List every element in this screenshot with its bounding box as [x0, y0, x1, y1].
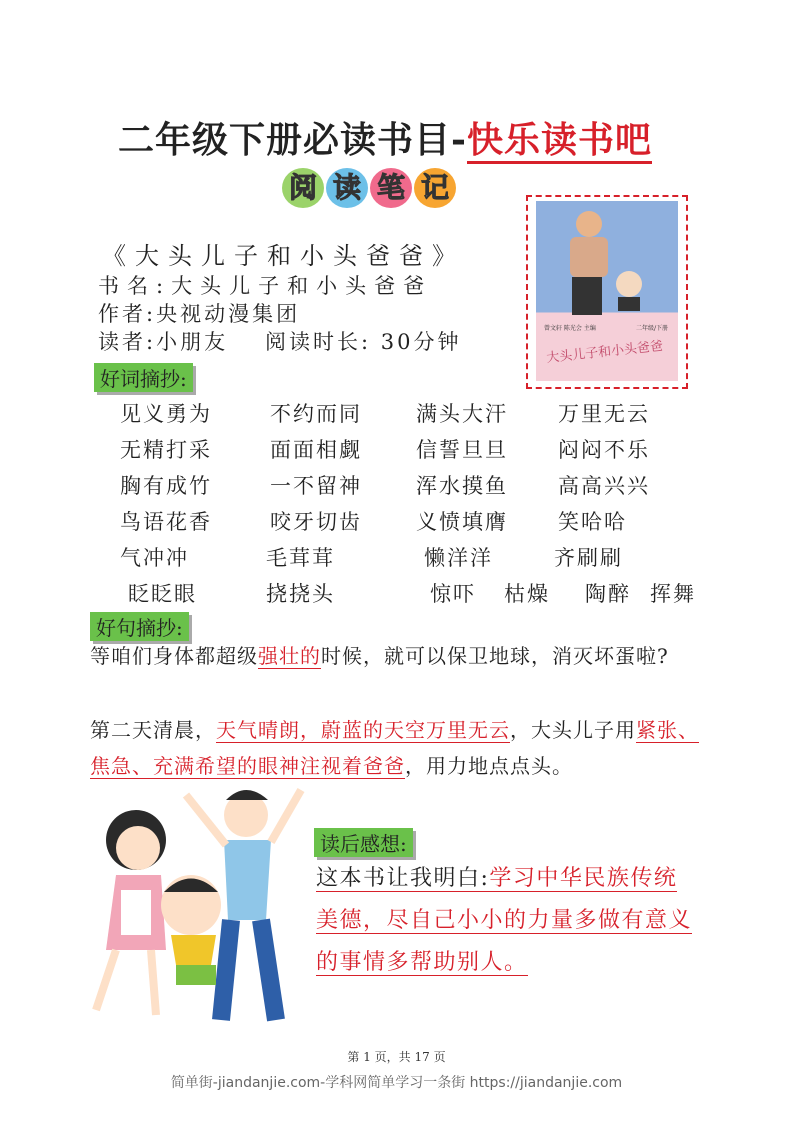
underlined-text: 紧张、焦急、充满希望的眼神注视着爸爸 [90, 718, 699, 778]
word: 无精打采 [120, 438, 212, 462]
word: 眨眨眼 [128, 582, 197, 606]
family-illustration [76, 780, 316, 1035]
word: 陶醉 [585, 582, 631, 606]
word: 毛茸茸 [266, 546, 335, 570]
word: 枯燥 [504, 582, 550, 606]
thoughts-label: 读后感想: [314, 828, 413, 857]
footer-watermark: 简单街-jiandanjie.com-学科网简单学习一条街 https://jiandanjie.com [170, 1075, 623, 1091]
word: 齐刷刷 [554, 546, 623, 570]
word: 不约而同 [270, 402, 362, 426]
book-cover-frame [526, 195, 688, 389]
badge-char: 笔 [370, 168, 412, 208]
word: 面面相觑 [270, 438, 362, 462]
word: 鸟语花香 [120, 510, 212, 534]
book-cover-image [536, 201, 678, 381]
word: 挠挠头 [266, 582, 335, 606]
sentence-1 [90, 638, 700, 674]
page-number: 第 1 页，共 17 页 [347, 1050, 446, 1064]
word: 高高兴兴 [558, 474, 650, 498]
book-author: 作者:央视动漫集团 [98, 302, 301, 326]
text: 时候，就可以保卫地球，消灭坏蛋啦? [321, 644, 669, 668]
cover-editors: 曾文轩 陈光会 主编 [544, 325, 596, 332]
book-reader: 读者:小朋友 [98, 330, 229, 354]
cover-title: 大头儿子和小头爸爸 [545, 338, 664, 367]
underlined-text: 强壮的 [258, 644, 321, 668]
word: 挥舞 [650, 582, 696, 606]
text: 等咱们身体都超级 [90, 644, 258, 668]
word: 气冲冲 [120, 546, 189, 570]
word: 万里无云 [558, 402, 650, 426]
word: 见义勇为 [120, 402, 212, 426]
word: 笑哈哈 [558, 510, 627, 534]
badge-char: 读 [326, 168, 368, 208]
underlined-text: 学习中华民族传统美德，尽自己小小的力量多做有意义的事情多帮助别人。 [316, 866, 693, 975]
title-main: 二年级下册必读书目- [118, 119, 467, 161]
word: 胸有成竹 [120, 474, 212, 498]
word: 闷闷不乐 [558, 438, 650, 462]
text: ，用力地点点头。 [405, 754, 573, 778]
word: 满头大汗 [416, 402, 508, 426]
thoughts-text [316, 858, 696, 984]
page-title [118, 112, 652, 163]
badge-char: 记 [414, 168, 456, 208]
book-name: 书名:大头儿子和小头爸爸 [98, 274, 433, 298]
word: 义愤填膺 [416, 510, 508, 534]
sentence-2 [90, 712, 700, 784]
word: 惊吓 [430, 582, 476, 606]
book-heading: 《大头儿子和小头爸爸》 [102, 242, 465, 270]
word: 咬牙切齿 [270, 510, 362, 534]
word: 浑水摸鱼 [416, 474, 508, 498]
word: 信誓旦旦 [416, 438, 508, 462]
good-words-label: 好词摘抄: [94, 363, 193, 392]
reading-duration: 阅读时长: 30分钟 [265, 330, 462, 354]
cover-grade: 二年级/下册 [636, 325, 669, 332]
word: 懒洋洋 [424, 546, 493, 570]
text: 第二天清晨， [90, 718, 216, 742]
badge-char: 阅 [282, 168, 324, 208]
title-highlight: 快乐读书吧 [467, 119, 652, 164]
text: 这本书让我明白: [316, 866, 490, 891]
text: ，大头儿子用 [510, 718, 636, 742]
reading-notes-badge [282, 168, 456, 208]
underlined-text: 天气晴朗，蔚蓝的天空万里无云 [216, 718, 510, 742]
word: 一不留神 [270, 474, 362, 498]
good-sentences-label: 好句摘抄: [90, 612, 189, 641]
